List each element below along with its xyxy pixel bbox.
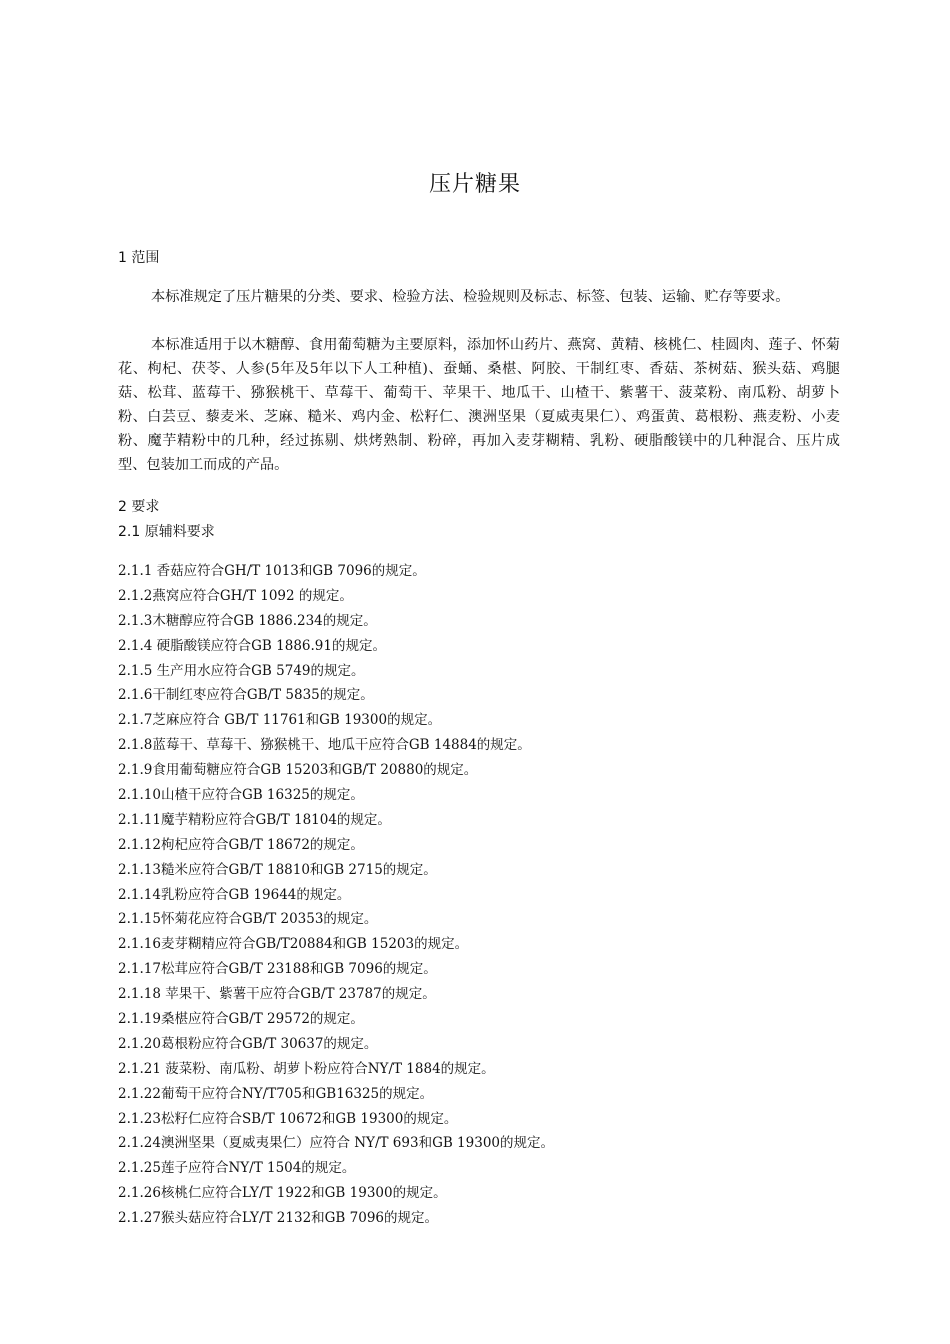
list-item: 2.1.12枸杞应符合GB/T 18672的规定。 <box>118 836 364 853</box>
list-item: 2.1.25莲子应符合NY/T 1504的规定。 <box>118 1160 356 1177</box>
list-item: 2.1.26核桃仁应符合LY/T 1922和GB 19300的规定。 <box>118 1185 447 1202</box>
subsection-heading-raw-materials: 2.1 原辅料要求 <box>118 524 215 540</box>
list-item: 2.1.4 硬脂酸镁应符合GB 1886.91的规定。 <box>118 637 386 654</box>
list-item: 2.1.17松茸应符合GB/T 23188和GB 7096的规定。 <box>118 961 437 978</box>
list-item: 2.1.8蓝莓干、草莓干、猕猴桃干、地瓜干应符合GB 14884的规定。 <box>118 737 531 754</box>
list-item: 2.1.22葡萄干应符合NY/T705和GB16325的规定。 <box>118 1085 434 1102</box>
list-item: 2.1.9食用葡萄糖应符合GB 15203和GB/T 20880的规定。 <box>118 762 478 779</box>
section-heading-scope: 1 范围 <box>118 250 160 266</box>
list-item: 2.1.18 苹果干、紫薯干应符合GB/T 23787的规定。 <box>118 986 436 1003</box>
list-item: 2.1.11魔芋精粉应符合GB/T 18104的规定。 <box>118 811 391 828</box>
list-item: 2.1.13糙米应符合GB/T 18810和GB 2715的规定。 <box>118 861 437 878</box>
document-title: 压片糖果 <box>428 172 521 197</box>
section-heading-requirements: 2 要求 <box>118 499 160 515</box>
raw-material-requirements-list <box>118 559 840 1231</box>
list-item: 2.1.21 菠菜粉、南瓜粉、胡萝卜粉应符合NY/T 1884的规定。 <box>118 1060 495 1077</box>
list-item: 2.1.5 生产用水应符合GB 5749的规定。 <box>118 662 365 679</box>
list-item: 2.1.7芝麻应符合 GB/T 11761和GB 19300的规定。 <box>118 712 442 729</box>
list-item: 2.1.14乳粉应符合GB 19644的规定。 <box>118 886 351 903</box>
list-item: 2.1.10山楂干应符合GB 16325的规定。 <box>118 787 364 804</box>
list-item: 2.1.15怀菊花应符合GB/T 20353的规定。 <box>118 911 378 928</box>
list-item: 2.1.16麦芽糊精应符合GB/T20884和GB 15203的规定。 <box>118 936 469 953</box>
list-item: 2.1.27猴头菇应符合LY/T 2132和GB 7096的规定。 <box>118 1210 439 1227</box>
scope-paragraph-1: 本标准规定了压片糖果的分类、要求、检验方法、检验规则及标志、标签、包装、运输、贮存等要求。 <box>151 289 790 305</box>
list-item: 2.1.6干制红枣应符合GB/T 5835的规定。 <box>118 687 374 704</box>
list-item: 2.1.24澳洲坚果（夏威夷果仁）应符合 NY/T 693和GB 19300的规定。 <box>118 1135 555 1152</box>
list-item: 2.1.23松籽仁应符合SB/T 10672和GB 19300的规定。 <box>118 1110 458 1127</box>
list-item: 2.1.20葛根粉应符合GB/T 30637的规定。 <box>118 1035 378 1052</box>
scope-paragraph-2: 本标准适用于以木糖醇、食用葡萄糖为主要原料，添加怀山药片、燕窝、黄精、核桃仁、桂圆肉、莲子、怀菊花、枸杞、茯苓、人参(5年及5年以下人工种植)、蚕蛹、桑椹、阿胶、干制红枣、香菇、茶树菇、猴头菇、鸡腿菇、松茸、蓝莓干、猕猴桃干、草莓干、葡萄干、苹果干、地瓜干、山楂干、紫薯干、菠菜粉、南瓜粉、胡萝卜粉、白芸豆、藜麦米、芝麻、糙米、鸡内金、松籽仁、澳洲坚果（夏威夷果仁）、鸡蛋黄、葛根粉、燕麦粉、小麦粉、魔芋精粉中的几种，经过拣剔、烘烤熟制、粉碎，再加入麦芽糊精、乳粉、硬脂酸镁中的几种混合、压片成型、包装加工而成的产品。 <box>118 337 840 473</box>
list-item: 2.1.3木糖醇应符合GB 1886.234的规定。 <box>118 612 377 629</box>
list-item: 2.1.1 香菇应符合GH/T 1013和GB 7096的规定。 <box>118 563 426 579</box>
list-item: 2.1.2燕窝应符合GH/T 1092 的规定。 <box>118 587 353 604</box>
list-item: 2.1.19桑椹应符合GB/T 29572的规定。 <box>118 1011 364 1028</box>
